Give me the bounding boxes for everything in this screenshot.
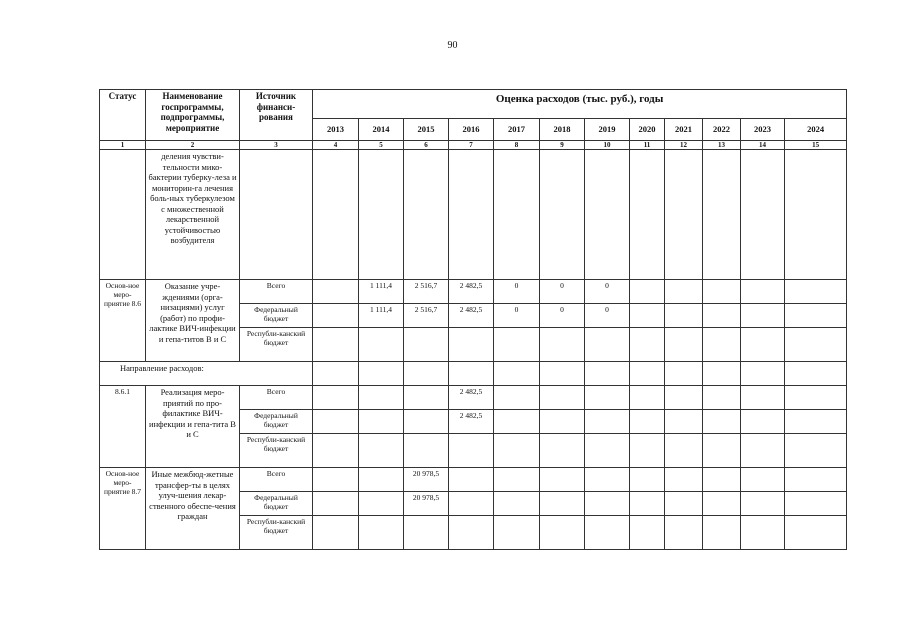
value-cell: [665, 468, 703, 492]
value-cell: [630, 492, 665, 516]
value-cell: [313, 304, 359, 328]
value-cell: [741, 386, 785, 410]
activity-name: Оказание учре-ждениями (орга-низациями) услуг (работ) по профи-лактике ВИЧ-инфекции и гепа-титов В и С: [146, 280, 240, 362]
status-cell: Основ-ное меро-приятие 8.7: [100, 468, 146, 550]
year-header: 2013: [313, 119, 359, 141]
empty-cell: [703, 150, 741, 280]
empty-cell: [741, 150, 785, 280]
empty-cell: [404, 362, 449, 386]
column-number: 9: [540, 141, 585, 150]
value-cell: [494, 386, 540, 410]
value-cell: [404, 386, 449, 410]
value-cell: [630, 434, 665, 468]
column-number: 8: [494, 141, 540, 150]
value-cell: 0: [494, 304, 540, 328]
year-header: 2016: [449, 119, 494, 141]
value-cell: [449, 516, 494, 550]
value-cell: [540, 410, 585, 434]
year-header: 2015: [404, 119, 449, 141]
value-cell: 20 978,5: [404, 468, 449, 492]
column-number: 15: [785, 141, 847, 150]
value-cell: [404, 410, 449, 434]
empty-cell: [630, 362, 665, 386]
value-cell: [540, 386, 585, 410]
funding-source: Республи-канский бюджет: [240, 328, 313, 362]
value-cell: [665, 280, 703, 304]
continuation-text: деления чувстви-тельности мико-бактерии туберку-леза и мониторин-га лечения боль-ных туберкулезом с множественной лекарственной устойчивостью возбудителя: [146, 150, 240, 280]
year-header: 2018: [540, 119, 585, 141]
empty-cell: [449, 150, 494, 280]
value-cell: [630, 304, 665, 328]
column-number: 1: [100, 141, 146, 150]
value-cell: [585, 492, 630, 516]
value-cell: 1 111,4: [359, 304, 404, 328]
status-cell: [100, 150, 146, 280]
value-cell: [630, 386, 665, 410]
empty-cell: [494, 150, 540, 280]
direction-label: Направление расходов:: [100, 362, 313, 386]
column-number: 14: [741, 141, 785, 150]
empty-cell: [240, 150, 313, 280]
column-number: 4: [313, 141, 359, 150]
value-cell: [494, 328, 540, 362]
value-cell: [665, 328, 703, 362]
status-cell: 8.6.1: [100, 386, 146, 468]
value-cell: [585, 410, 630, 434]
value-cell: [585, 516, 630, 550]
empty-cell: [585, 362, 630, 386]
value-cell: [585, 434, 630, 468]
value-cell: 0: [494, 280, 540, 304]
empty-cell: [540, 362, 585, 386]
value-cell: 2 482,5: [449, 280, 494, 304]
value-cell: [703, 386, 741, 410]
value-cell: [665, 516, 703, 550]
table-row: [100, 150, 847, 280]
value-cell: 2 482,5: [449, 304, 494, 328]
activity-name: Иные межбюд-жетные трансфер-ты в целях улуч-шения лекар-ственного обеспе-чения граждан: [146, 468, 240, 550]
value-cell: [741, 516, 785, 550]
value-cell: [540, 516, 585, 550]
value-cell: [703, 492, 741, 516]
empty-cell: [665, 150, 703, 280]
empty-cell: [494, 362, 540, 386]
year-header: 2017: [494, 119, 540, 141]
year-header: 2023: [741, 119, 785, 141]
value-cell: [404, 328, 449, 362]
value-cell: [665, 492, 703, 516]
column-number: 12: [665, 141, 703, 150]
value-cell: [665, 410, 703, 434]
value-cell: [313, 434, 359, 468]
value-cell: [313, 492, 359, 516]
value-cell: 0: [540, 280, 585, 304]
header-status: Статус: [100, 90, 146, 141]
value-cell: [703, 516, 741, 550]
column-number: 2: [146, 141, 240, 150]
funding-source: Республи-канский бюджет: [240, 516, 313, 550]
column-number: 3: [240, 141, 313, 150]
value-cell: [585, 386, 630, 410]
value-cell: [741, 492, 785, 516]
value-cell: [630, 468, 665, 492]
value-cell: [703, 434, 741, 468]
value-cell: [359, 492, 404, 516]
value-cell: [785, 280, 847, 304]
value-cell: [585, 468, 630, 492]
expense-table: [99, 89, 847, 550]
value-cell: [630, 410, 665, 434]
value-cell: [313, 328, 359, 362]
value-cell: [494, 410, 540, 434]
empty-cell: [359, 150, 404, 280]
empty-cell: [785, 150, 847, 280]
funding-source: Федеральный бюджет: [240, 492, 313, 516]
value-cell: 20 978,5: [404, 492, 449, 516]
value-cell: [313, 280, 359, 304]
year-header: 2020: [630, 119, 665, 141]
empty-cell: [785, 362, 847, 386]
value-cell: [359, 328, 404, 362]
empty-cell: [585, 150, 630, 280]
value-cell: [785, 328, 847, 362]
value-cell: [703, 410, 741, 434]
funding-source: Всего: [240, 386, 313, 410]
table-row: [100, 386, 847, 410]
empty-cell: [359, 362, 404, 386]
value-cell: 0: [585, 304, 630, 328]
empty-cell: [313, 362, 359, 386]
value-cell: [449, 328, 494, 362]
value-cell: 2 482,5: [449, 410, 494, 434]
year-header: 2021: [665, 119, 703, 141]
value-cell: [703, 280, 741, 304]
value-cell: 2 482,5: [449, 386, 494, 410]
value-cell: [741, 328, 785, 362]
value-cell: [359, 434, 404, 468]
value-cell: 1 111,4: [359, 280, 404, 304]
value-cell: [785, 304, 847, 328]
value-cell: [404, 516, 449, 550]
value-cell: [494, 516, 540, 550]
value-cell: [703, 328, 741, 362]
column-number: 6: [404, 141, 449, 150]
value-cell: [540, 468, 585, 492]
year-header: 2019: [585, 119, 630, 141]
year-header: 2014: [359, 119, 404, 141]
value-cell: [359, 516, 404, 550]
value-cell: [630, 328, 665, 362]
empty-cell: [404, 150, 449, 280]
value-cell: [785, 434, 847, 468]
value-cell: [540, 328, 585, 362]
value-cell: 2 516,7: [404, 304, 449, 328]
year-header: 2022: [703, 119, 741, 141]
value-cell: [741, 280, 785, 304]
empty-cell: [665, 362, 703, 386]
column-number: 5: [359, 141, 404, 150]
value-cell: [703, 304, 741, 328]
value-cell: [741, 304, 785, 328]
column-number: 13: [703, 141, 741, 150]
value-cell: [313, 386, 359, 410]
empty-cell: [313, 150, 359, 280]
value-cell: [540, 434, 585, 468]
value-cell: [494, 434, 540, 468]
value-cell: [404, 434, 449, 468]
value-cell: [741, 434, 785, 468]
value-cell: [785, 468, 847, 492]
empty-cell: [449, 362, 494, 386]
value-cell: [540, 492, 585, 516]
header-source: Источник финанси-рования: [240, 90, 313, 141]
value-cell: [449, 434, 494, 468]
value-cell: 2 516,7: [404, 280, 449, 304]
value-cell: [359, 468, 404, 492]
funding-source: Всего: [240, 468, 313, 492]
empty-cell: [703, 362, 741, 386]
funding-source: Всего: [240, 280, 313, 304]
empty-cell: [540, 150, 585, 280]
status-cell: Основ-ное меро-приятие 8.6: [100, 280, 146, 362]
value-cell: [313, 468, 359, 492]
value-cell: [630, 516, 665, 550]
value-cell: [359, 410, 404, 434]
table-row: [100, 362, 847, 386]
value-cell: [630, 280, 665, 304]
value-cell: [741, 468, 785, 492]
value-cell: [449, 492, 494, 516]
value-cell: [785, 410, 847, 434]
value-cell: [665, 304, 703, 328]
header-name: Наименование госпрограммы, подпрограммы, мероприятие: [146, 90, 240, 141]
value-cell: [785, 492, 847, 516]
value-cell: [785, 386, 847, 410]
header-estimate: Оценка расходов (тыс. руб.), годы: [313, 90, 847, 119]
value-cell: [665, 434, 703, 468]
funding-source: Республи-канский бюджет: [240, 434, 313, 468]
value-cell: 0: [585, 280, 630, 304]
table-row: [100, 280, 847, 304]
column-number: 10: [585, 141, 630, 150]
table-row: [100, 468, 847, 492]
column-number: 7: [449, 141, 494, 150]
value-cell: [703, 468, 741, 492]
value-cell: [313, 410, 359, 434]
value-cell: [494, 492, 540, 516]
value-cell: [494, 468, 540, 492]
value-cell: [585, 328, 630, 362]
value-cell: [785, 516, 847, 550]
empty-cell: [741, 362, 785, 386]
empty-cell: [630, 150, 665, 280]
page-number: 90: [447, 40, 458, 51]
value-cell: [665, 386, 703, 410]
activity-name: Реализация меро-приятий по про-филактике ВИЧ-инфекции и гепа-тита В и С: [146, 386, 240, 468]
column-number: 11: [630, 141, 665, 150]
year-header: 2024: [785, 119, 847, 141]
funding-source: Федеральный бюджет: [240, 304, 313, 328]
value-cell: [449, 468, 494, 492]
value-cell: [741, 410, 785, 434]
value-cell: 0: [540, 304, 585, 328]
value-cell: [359, 386, 404, 410]
funding-source: Федеральный бюджет: [240, 410, 313, 434]
value-cell: [313, 516, 359, 550]
